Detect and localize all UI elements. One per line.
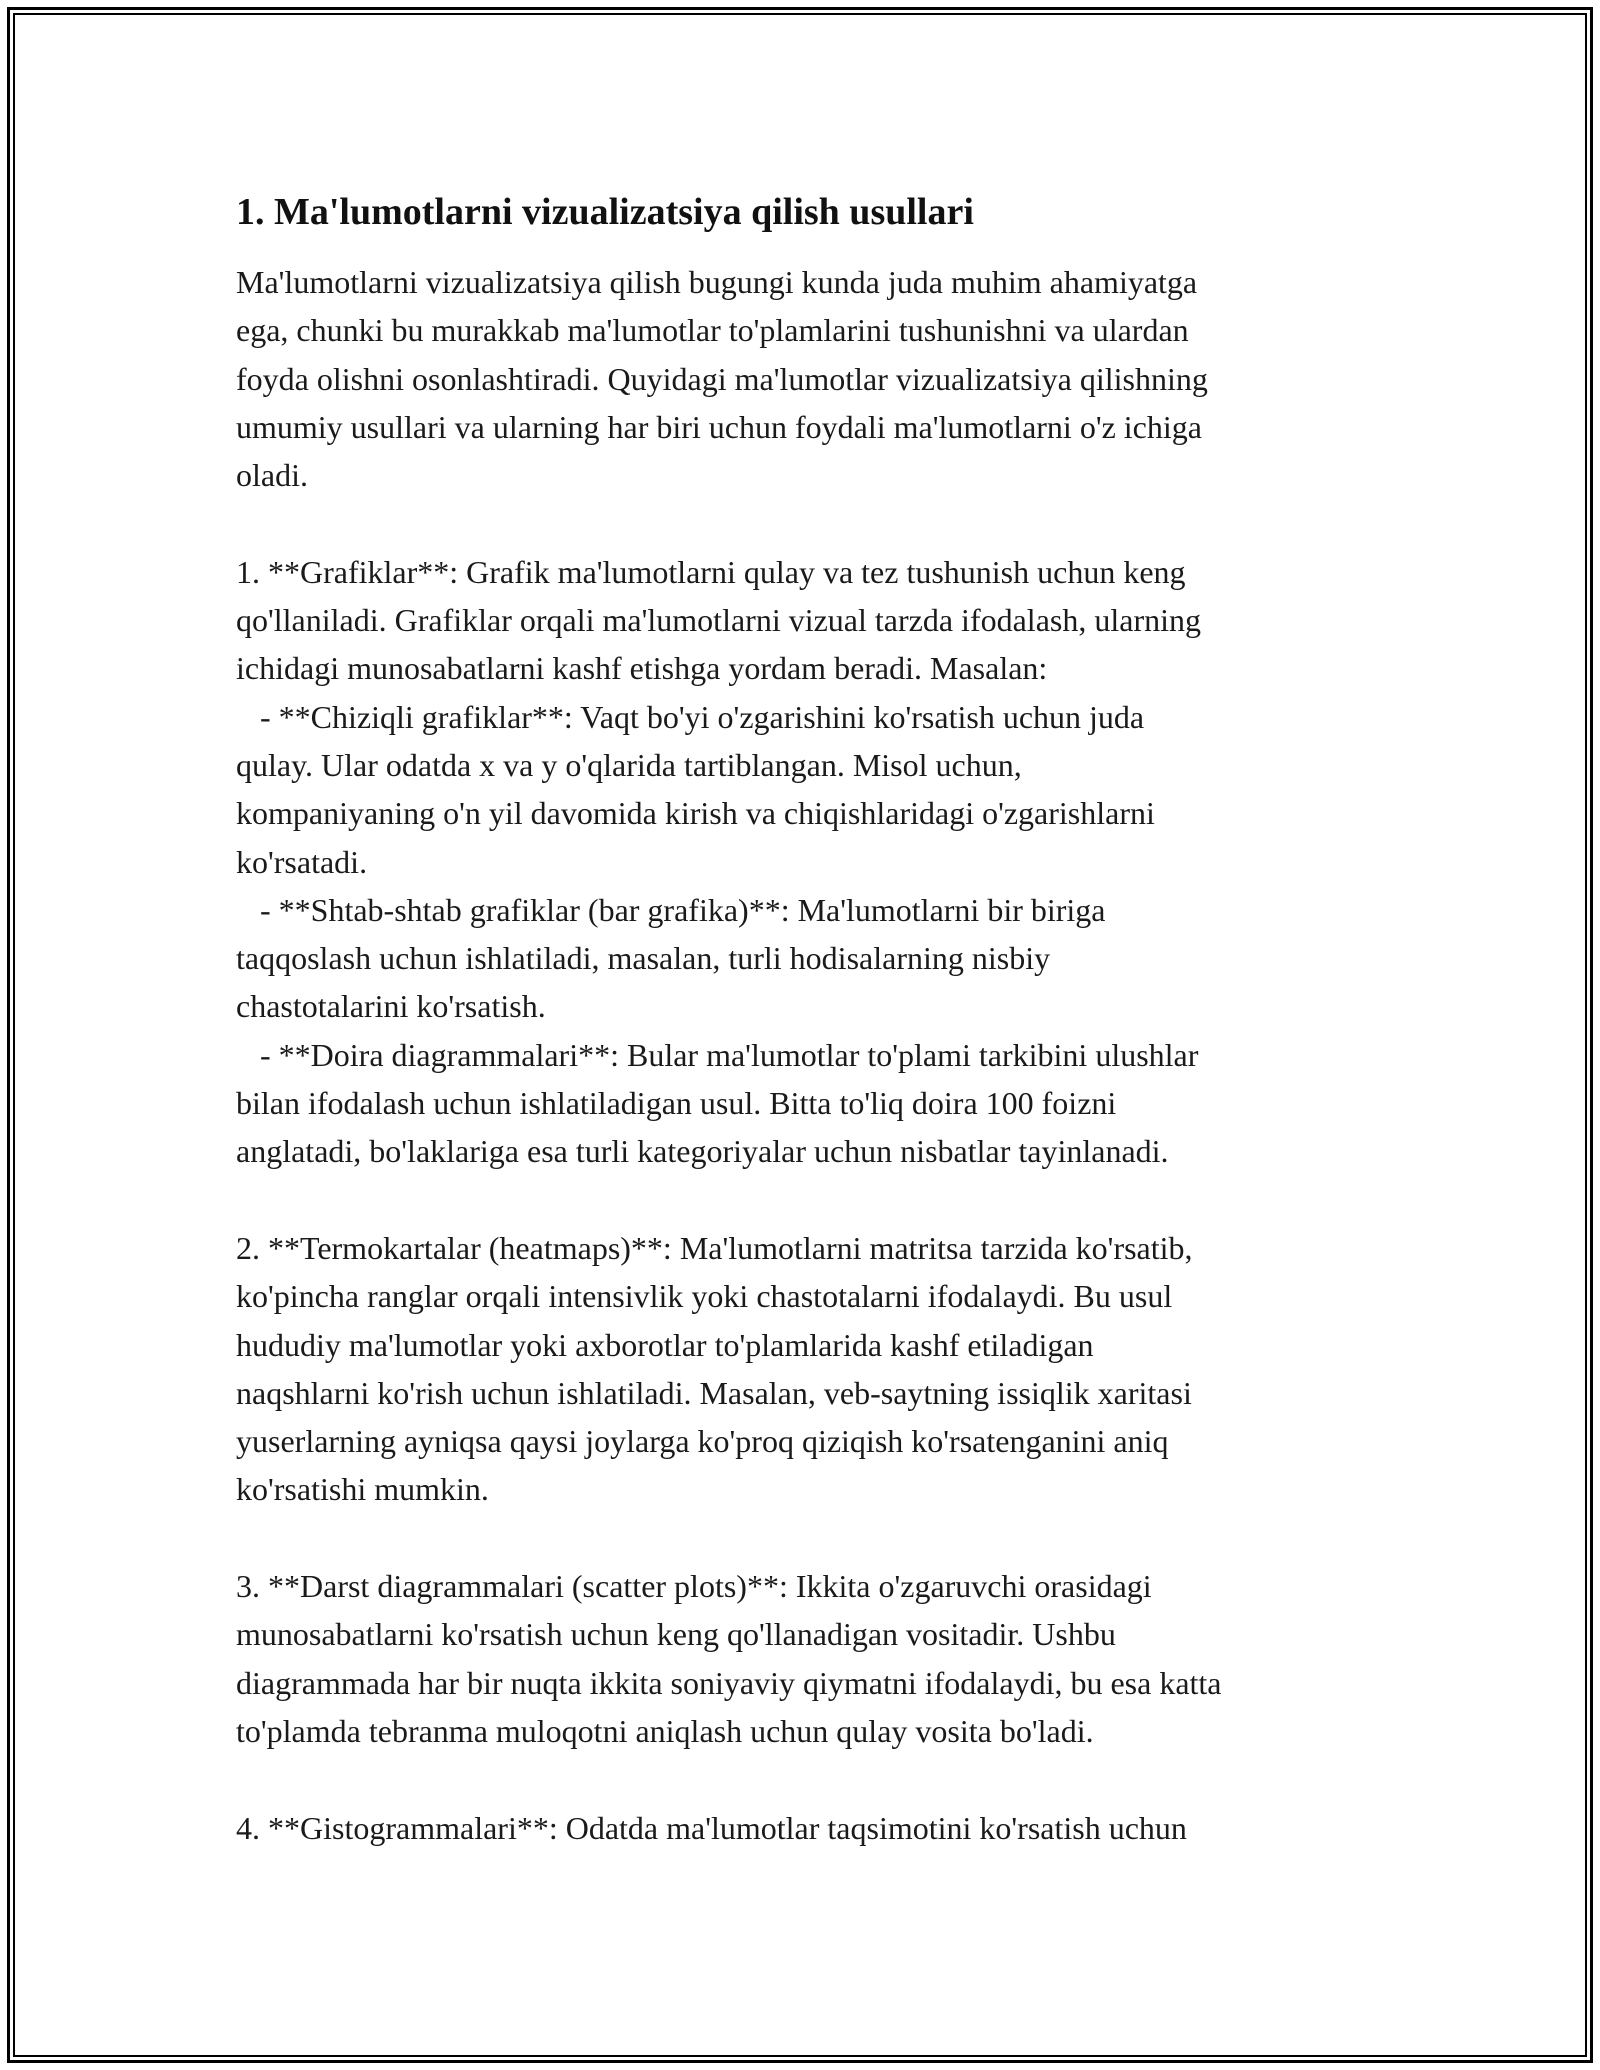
text-line: ko'rsatishi mumkin. bbox=[236, 1471, 489, 1508]
text-line: 1. **Grafiklar**: Grafik ma'lumotlarni qulay va tez tushunish uchun keng bbox=[236, 553, 1186, 590]
section-heatmaps bbox=[236, 1224, 1376, 1514]
text-line: ko'pincha ranglar orqali intensivlik yoki chastotalarni ifodalaydi. Bu usul bbox=[236, 1278, 1173, 1315]
document-body bbox=[236, 186, 1376, 1852]
text-line: oladi. bbox=[236, 457, 308, 494]
text-line: - **Chiziqli grafiklar**: Vaqt bo'yi o'zgarishini ko'rsatish uchun juda bbox=[236, 698, 1145, 735]
document-heading: 1. Ma'lumotlarni vizualizatsiya qilish usullari bbox=[236, 191, 974, 233]
text-line: 2. **Termokartalar (heatmaps)**: Ma'lumotlarni matritsa tarzida ko'rsatib, bbox=[236, 1229, 1193, 1266]
text-line: munosabatlarni ko'rsatish uchun keng qo'llanadigan vositadir. Ushbu bbox=[236, 1616, 1116, 1653]
text-line: - **Doira diagrammalari**: Bular ma'lumotlar to'plami tarkibini ulushlar bbox=[236, 1036, 1199, 1073]
text-line: umumiy usullari va ularning har biri uchun foydali ma'lumotlarni o'z ichiga bbox=[236, 408, 1202, 445]
text-line: ega, chunki bu murakkab ma'lumotlar to'plamlarini tushunishni va ulardan bbox=[236, 312, 1189, 349]
text-line: qulay. Ular odatda x va y o'qlarida tartiblangan. Misol uchun, bbox=[236, 746, 1022, 783]
section-graphs bbox=[236, 548, 1376, 1176]
text-line: ko'rsatadi. bbox=[236, 843, 368, 880]
text-line: chastotalarini ko'rsatish. bbox=[236, 988, 546, 1025]
text-line: kompaniyaning o'n yil davomida kirish va chiqishlaridagi o'zgarishlarni bbox=[236, 795, 1155, 832]
text-line: 3. **Darst diagrammalari (scatter plots)**: Ikkita o'zgaruvchi orasidagi bbox=[236, 1568, 1152, 1605]
text-line: qo'llaniladi. Grafiklar orqali ma'lumotlarni vizual tarzda ifodalash, ularning bbox=[236, 602, 1201, 639]
intro-paragraph bbox=[236, 258, 1376, 499]
text-line: taqqoslash uchun ishlatiladi, masalan, turli hodisalarning nisbiy bbox=[236, 940, 1051, 977]
text-line: yuserlarning ayniqsa qaysi joylarga ko'proq qiziqish ko'rsatenganini aniq bbox=[236, 1423, 1169, 1460]
text-line: ichidagi munosabatlarni kashf etishga yordam beradi. Masalan: bbox=[236, 650, 1048, 687]
text-line: 4. **Gistogrammalari**: Odatda ma'lumotlar taqsimotini ko'rsatish uchun bbox=[236, 1809, 1187, 1846]
text-line: hududiy ma'lumotlar yoki axborotlar to'plamlarida kashf etiladigan bbox=[236, 1326, 1094, 1363]
section-histograms bbox=[236, 1804, 1376, 1852]
paragraph-gap bbox=[236, 1514, 1376, 1562]
paragraph-gap bbox=[236, 1755, 1376, 1803]
text-line: - **Shtab-shtab grafiklar (bar grafika)**: Ma'lumotlarni bir biriga bbox=[236, 891, 1106, 928]
text-line: bilan ifodalash uchun ishlatiladigan usul. Bitta to'liq doira 100 foizni bbox=[236, 1085, 1117, 1122]
paragraph-gap bbox=[236, 499, 1376, 547]
text-line: Ma'lumotlarni vizualizatsiya qilish bugungi kunda juda muhim ahamiyatga bbox=[236, 264, 1198, 300]
text-line: to'plamda tebranma muloqotni aniqlash uchun qulay vosita bo'ladi. bbox=[236, 1712, 1094, 1749]
text-line: foyda olishni osonlashtiradi. Quyidagi ma'lumotlar vizualizatsiya qilishning bbox=[236, 360, 1208, 397]
paragraph-gap bbox=[236, 1176, 1376, 1224]
section-scatter-plots bbox=[236, 1562, 1376, 1755]
text-line: anglatadi, bo'laklariga esa turli kategoriyalar uchun nisbatlar tayinlanadi. bbox=[236, 1133, 1169, 1170]
text-line: naqshlarni ko'rish uchun ishlatiladi. Masalan, veb-saytning issiqlik xaritasi bbox=[236, 1374, 1192, 1411]
text-line: diagrammada har bir nuqta ikkita soniyaviy qiymatni ifodalaydi, bu esa katta bbox=[236, 1664, 1222, 1701]
